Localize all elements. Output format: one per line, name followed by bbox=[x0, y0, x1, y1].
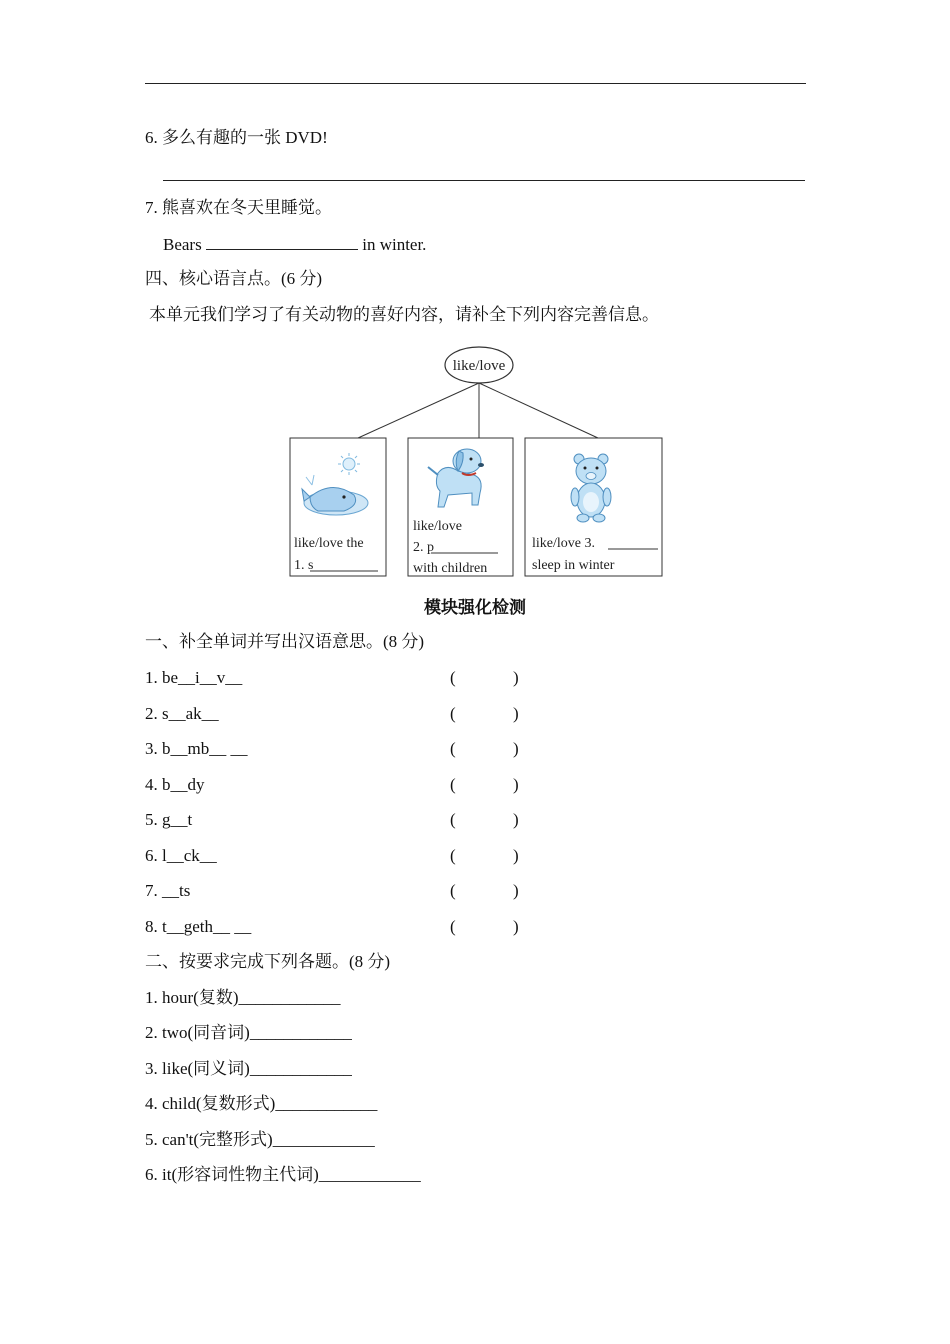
box-2-line-1: like/love bbox=[413, 519, 462, 534]
word-item: 8. t__geth__ __ bbox=[145, 917, 252, 936]
transform-item: 3. like(同义词)____________ bbox=[145, 1059, 352, 1078]
fill-blank[interactable]: ____________ bbox=[318, 1165, 421, 1184]
transform-item: 1. hour(复数)____________ bbox=[145, 988, 341, 1007]
sentence-start: Bears bbox=[163, 235, 202, 254]
box-2-line-2: 2. p bbox=[413, 540, 434, 555]
question-number: 7. bbox=[145, 198, 158, 217]
part-2-title: 二、按要求完成下列各题。(8 分) bbox=[145, 952, 391, 971]
answer-line[interactable] bbox=[145, 83, 806, 84]
word-item: 1. be__i__v__ bbox=[145, 668, 243, 687]
section-instruction: 本单元我们学习了有关动物的喜好内容，请补全下列内容完善信息。 bbox=[149, 305, 659, 324]
box-1-line-2: 1. s bbox=[294, 558, 314, 573]
word-item: 4. b__dy bbox=[145, 775, 205, 794]
transform-item: 2. two(同音词)____________ bbox=[145, 1023, 352, 1042]
question-prompt: 熊喜欢在冬天里睡觉。 bbox=[162, 198, 332, 217]
box-3-line-1: like/love 3. bbox=[532, 536, 595, 551]
box-3-line-2: sleep in winter bbox=[532, 558, 615, 573]
word-item: 6. l__ck__ bbox=[145, 846, 217, 865]
connector-line bbox=[358, 383, 479, 438]
transform-item: 5. can't(完整形式)____________ bbox=[145, 1130, 375, 1149]
section-title: 四、核心语言点。(6 分) bbox=[145, 269, 323, 288]
box-1-line-1: like/love the bbox=[294, 536, 364, 551]
fill-blank[interactable]: ____________ bbox=[272, 1130, 375, 1149]
fill-blank[interactable] bbox=[206, 233, 358, 250]
fill-blank[interactable]: ____________ bbox=[249, 1023, 352, 1042]
box-2-line-3: with children bbox=[413, 561, 488, 576]
module-title: 模块强化检测 bbox=[424, 598, 526, 617]
question-number: 6. bbox=[145, 128, 158, 147]
fill-blank[interactable]: ____________ bbox=[275, 1094, 378, 1113]
sentence-end: in winter. bbox=[362, 235, 427, 254]
fill-blank[interactable]: ____________ bbox=[249, 1059, 352, 1078]
word-item: 7. __ts bbox=[145, 881, 191, 900]
answer-line[interactable] bbox=[163, 180, 805, 181]
connector-line bbox=[479, 383, 598, 438]
word-item: 2. s__ak__ bbox=[145, 704, 219, 723]
part-1-title: 一、补全单词并写出汉语意思。(8 分) bbox=[145, 632, 425, 651]
transform-item: 4. child(复数形式)____________ bbox=[145, 1094, 378, 1113]
question-7-sentence bbox=[163, 233, 426, 256]
diagram-root-label: like/love bbox=[452, 358, 506, 374]
word-item: 5. g__t bbox=[145, 810, 193, 829]
fill-blank[interactable]: ____________ bbox=[238, 988, 341, 1007]
question-6 bbox=[145, 127, 328, 149]
transform-item: 6. it(形容词性物主代词)____________ bbox=[145, 1165, 421, 1184]
question-7 bbox=[145, 197, 332, 219]
question-prompt: 多么有趣的一张 DVD! bbox=[162, 128, 328, 147]
word-item: 3. b__mb__ __ bbox=[145, 739, 248, 758]
like-love-diagram bbox=[288, 345, 664, 581]
